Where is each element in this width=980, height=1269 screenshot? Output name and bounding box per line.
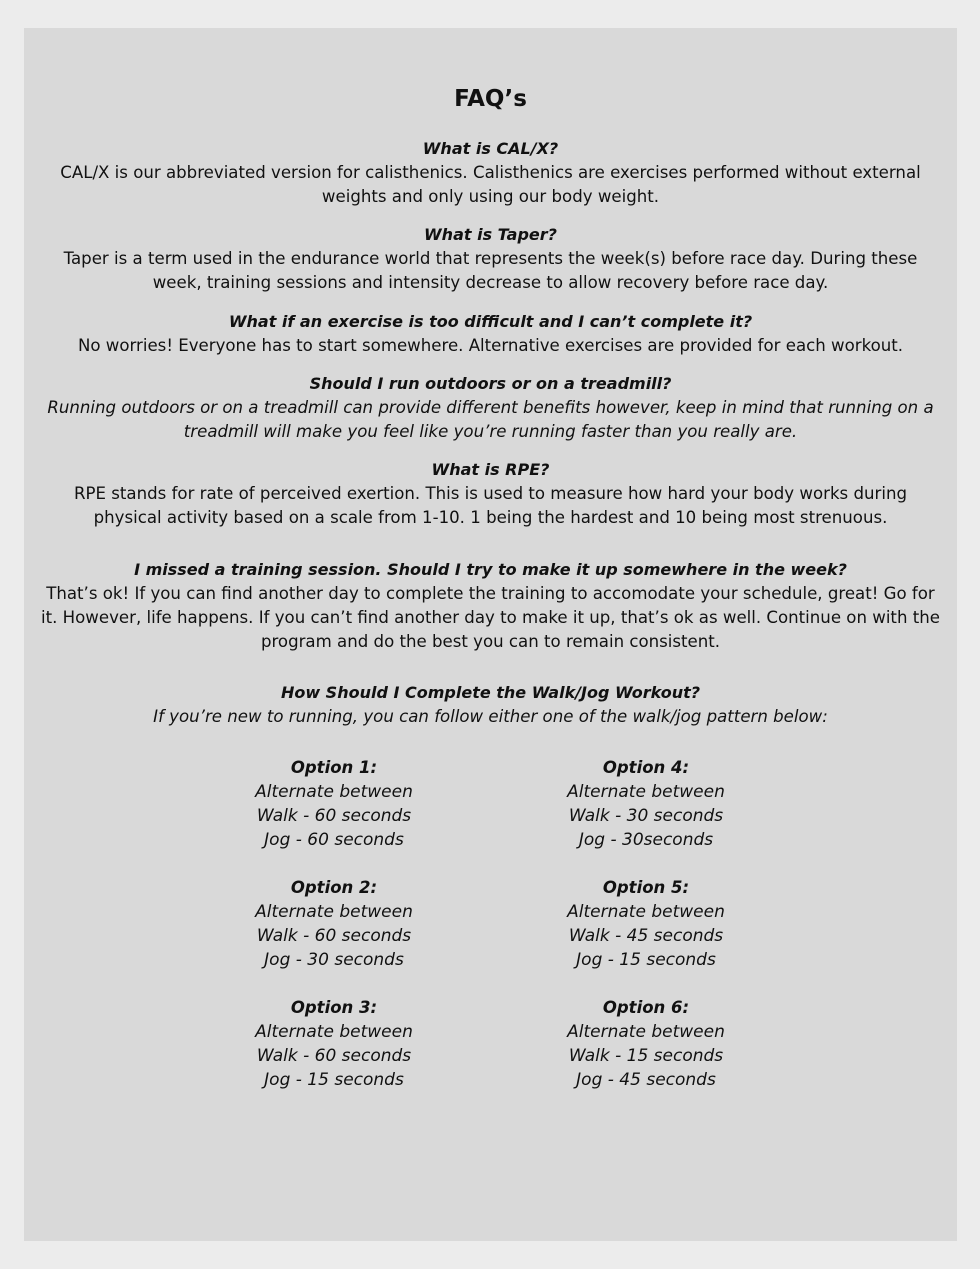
faq-answer-line: RPE stands for rate of perceived exertion. This is used to measure how hard your body works during <box>73 484 908 503</box>
faq-answer-line: it. However, life happens. If you can’t find another day to make it up, that’s ok as well. Continue on with the <box>41 608 940 627</box>
faq-answer-line: That’s ok! If you can find another day to complete the training to accomodate your schedule, great! Go for <box>46 584 935 603</box>
option-2 <box>204 876 464 972</box>
faq-item-cal-x <box>38 137 943 209</box>
faq-answer-line: If you’re new to running, you can follow either one of the walk/jog pattern below: <box>153 707 828 726</box>
option-line: Walk - 60 seconds <box>256 1046 412 1066</box>
option-title: Option 2: <box>290 878 378 897</box>
option-5 <box>516 876 776 972</box>
option-line: Jog - 15 seconds <box>264 1070 404 1090</box>
option-3 <box>204 996 464 1092</box>
faq-answer-line: Taper is a term used in the endurance world that represents the week(s) before race day. During these <box>63 249 918 268</box>
faq-answer-line: weights and only using our body weight. <box>321 187 660 206</box>
faq-answer-line: No worries! Everyone has to start somewhere. Alternative exercises are provided for each workout. <box>77 336 904 355</box>
option-line: Jog - 60 seconds <box>264 830 404 850</box>
option-6 <box>516 996 776 1092</box>
option-line: Jog - 15 seconds <box>576 950 716 970</box>
faq-question: What is CAL/X? <box>422 139 559 158</box>
option-line: Alternate between <box>255 902 413 922</box>
option-title: Option 1: <box>290 758 378 777</box>
faq-item-walk-jog <box>38 681 943 729</box>
option-line: Alternate between <box>567 1022 725 1042</box>
faq-answer-line: physical activity based on a scale from 1-10. 1 being the hardest and 10 being most strenuous. <box>93 508 888 527</box>
option-title: Option 3: <box>290 998 378 1017</box>
option-line: Walk - 45 seconds <box>568 926 724 946</box>
option-title: Option 5: <box>602 878 690 897</box>
option-line: Walk - 30 seconds <box>568 806 724 826</box>
option-line: Walk - 60 seconds <box>256 926 412 946</box>
option-1 <box>204 756 464 852</box>
option-line: Walk - 60 seconds <box>256 806 412 826</box>
faq-answer-line: program and do the best you can to remain consistent. <box>260 632 721 651</box>
faq-question: What is Taper? <box>424 225 557 244</box>
option-line: Walk - 15 seconds <box>568 1046 724 1066</box>
faq-item-missed-session <box>38 558 943 654</box>
faq-question: I missed a training session. Should I try to make it up somewhere in the week? <box>134 560 847 579</box>
page-title: FAQ’s <box>454 86 527 112</box>
option-line: Jog - 30 seconds <box>264 950 404 970</box>
option-line: Alternate between <box>255 782 413 802</box>
option-line: Alternate between <box>567 782 725 802</box>
option-title: Option 6: <box>602 998 690 1017</box>
faq-answer-line: treadmill will make you feel like you’re running faster than you really are. <box>183 422 798 441</box>
faq-answer-line: Running outdoors or on a treadmill can provide different benefits however, keep in mind that running on a <box>47 398 934 417</box>
option-line: Alternate between <box>567 902 725 922</box>
faq-item-rpe <box>38 458 943 530</box>
faq-item-taper <box>38 223 943 295</box>
option-title: Option 4: <box>602 758 690 777</box>
faq-item-outdoors-treadmill <box>38 372 943 444</box>
option-line: Jog - 30seconds <box>578 830 714 850</box>
faq-question: Should I run outdoors or on a treadmill? <box>309 374 672 393</box>
option-line: Alternate between <box>255 1022 413 1042</box>
faq-page <box>24 28 957 1241</box>
option-line: Jog - 45 seconds <box>576 1070 716 1090</box>
faq-question: What if an exercise is too difficult and I can’t complete it? <box>228 312 753 331</box>
faq-item-too-difficult <box>38 310 943 358</box>
faq-answer-line: CAL/X is our abbreviated version for calisthenics. Calisthenics are exercises performed without external <box>60 163 921 182</box>
option-4 <box>516 756 776 852</box>
faq-answer-line: week, training sessions and intensity decrease to allow recovery before race day. <box>152 273 829 292</box>
faq-question: How Should I Complete the Walk/Jog Workout? <box>280 683 701 702</box>
faq-question: What is RPE? <box>431 460 550 479</box>
